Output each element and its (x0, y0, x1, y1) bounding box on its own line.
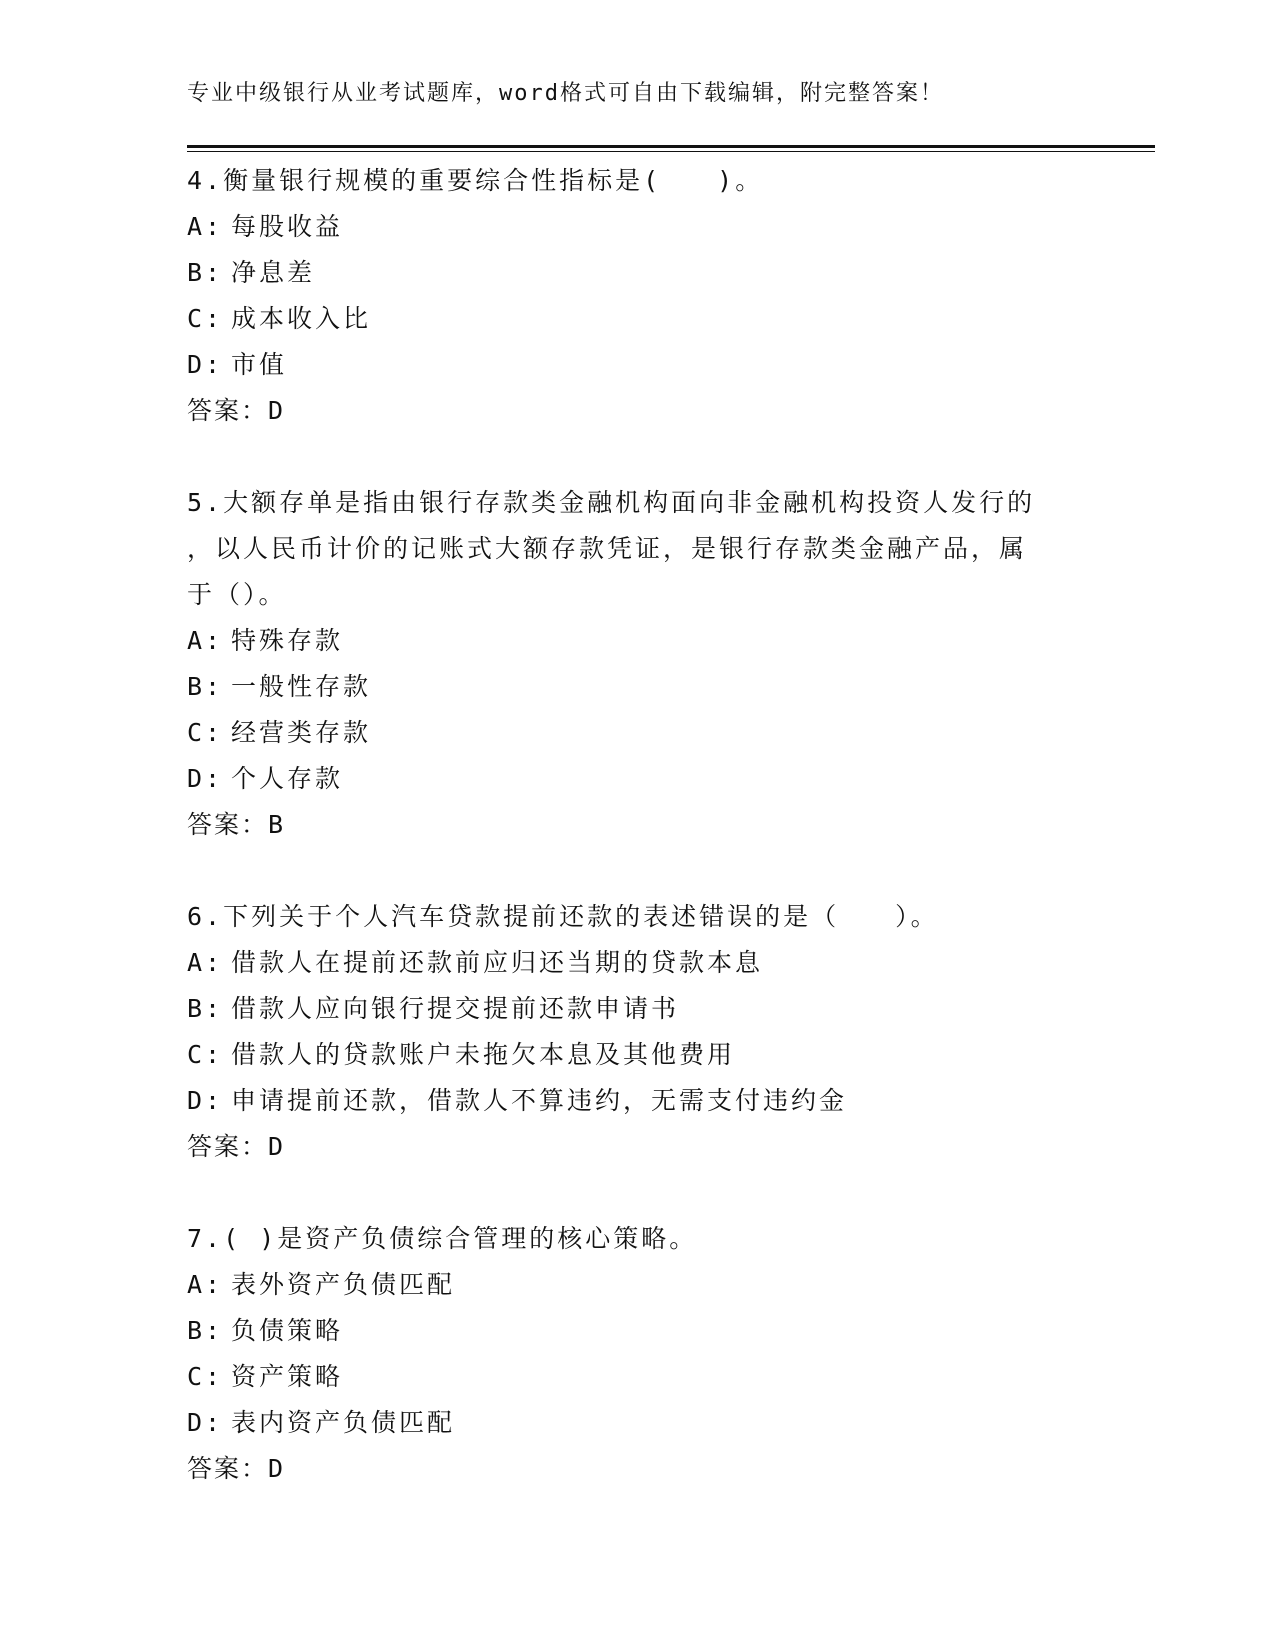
option-letter: C: (187, 1362, 224, 1391)
option-text: 借款人在提前还款前应归还当期的贷款本息 (231, 948, 764, 977)
option-text: 表内资产负债匹配 (231, 1408, 456, 1437)
question-stem: 4.衡量银行规模的重要综合性指标是( )。 (187, 166, 764, 195)
option-d (187, 342, 1087, 388)
option-text: 经营类存款 (231, 718, 372, 747)
option-letter: C: (187, 304, 224, 333)
option-text: 成本收入比 (231, 304, 372, 333)
question-4 (187, 158, 1087, 434)
question-stem: 7.( )是资产负债综合管理的核心策略。 (187, 1224, 698, 1253)
option-text: 个人存款 (231, 764, 344, 793)
page-header: 专业中级银行从业考试题库，word格式可自由下载编辑，附完整答案！ (187, 81, 944, 106)
option-b (187, 664, 1087, 710)
option-d (187, 1078, 1087, 1124)
option-text: 借款人应向银行提交提前还款申请书 (231, 994, 680, 1023)
option-letter: B: (187, 994, 224, 1023)
option-a (187, 1262, 1087, 1308)
answer-line: 答案：D (187, 396, 286, 425)
option-d (187, 1400, 1087, 1446)
option-text: 市值 (231, 350, 288, 379)
question-stem: 6.下列关于个人汽车贷款提前还款的表述错误的是（ ）。 (187, 902, 939, 931)
question-stem-line-2: ，以人民币计价的记账式大额存款凭证，是银行存款类金融产品，属 (187, 534, 1028, 563)
option-letter: B: (187, 258, 224, 287)
question-7 (187, 1216, 1087, 1492)
option-text: 负债策略 (231, 1316, 344, 1345)
answer-line: 答案：D (187, 1454, 286, 1483)
option-text: 净息差 (231, 258, 316, 287)
option-letter: A: (187, 948, 224, 977)
option-c (187, 296, 1087, 342)
option-text: 特殊存款 (231, 626, 344, 655)
option-letter: C: (187, 1040, 224, 1069)
option-text: 申请提前还款，借款人不算违约，无需支付违约金 (231, 1086, 848, 1115)
option-c (187, 1032, 1087, 1078)
question-5 (187, 480, 1087, 848)
option-letter: B: (187, 1316, 224, 1345)
question-6 (187, 894, 1087, 1170)
option-b (187, 1308, 1087, 1354)
option-letter: C: (187, 718, 224, 747)
option-b (187, 986, 1087, 1032)
option-letter: A: (187, 1270, 224, 1299)
header-rule-thick (187, 145, 1155, 148)
option-c (187, 710, 1087, 756)
option-letter: D: (187, 1408, 224, 1437)
answer-line: 答案：D (187, 1132, 286, 1161)
option-letter: B: (187, 672, 224, 701)
option-letter: A: (187, 626, 224, 655)
question-list (187, 158, 1087, 1538)
option-text: 表外资产负债匹配 (231, 1270, 456, 1299)
question-stem-line-3: 于（）。 (187, 580, 287, 609)
option-letter: D: (187, 764, 224, 793)
answer-line: 答案：B (187, 810, 286, 839)
option-b (187, 250, 1087, 296)
option-a (187, 618, 1087, 664)
option-d (187, 756, 1087, 802)
option-text: 资产策略 (231, 1362, 344, 1391)
option-c (187, 1354, 1087, 1400)
option-letter: D: (187, 350, 224, 379)
option-text: 一般性存款 (231, 672, 372, 701)
option-a (187, 940, 1087, 986)
option-text: 借款人的贷款账户未拖欠本息及其他费用 (231, 1040, 736, 1069)
option-a (187, 204, 1087, 250)
question-stem-line-1: 5.大额存单是指由银行存款类金融机构面向非金融机构投资人发行的 (187, 488, 1036, 517)
option-text: 每股收益 (231, 212, 344, 241)
header-rule-thin (187, 151, 1155, 152)
option-letter: A: (187, 212, 224, 241)
option-letter: D: (187, 1086, 224, 1115)
